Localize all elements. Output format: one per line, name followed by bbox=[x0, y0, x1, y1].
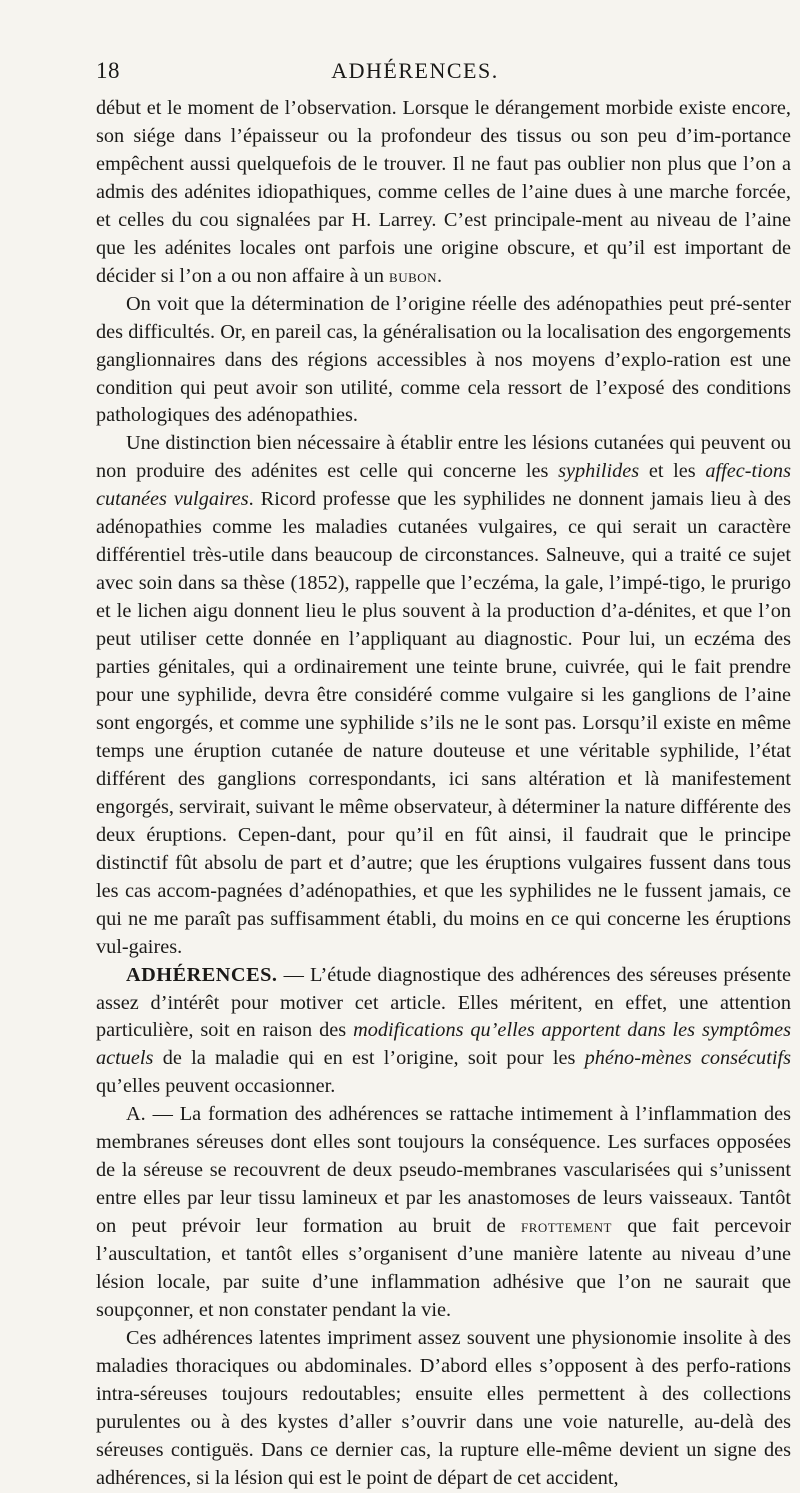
text-run: . Ricord professe que les syphilides ne donnent jamais lieu à des adénopathies comme les maladies cutanées vulgaires, ce qui serait un caractère différentiel très-utile dans beaucoup de circonstances. Salneuve, qui a traité ce sujet avec soin dans sa thèse (1852), rappelle que l’eczéma, la gale, l’impé-tigo, le prurigo et le lichen aigu donnent lieu le plus souvent à la production d’a-dénites, et que l’on peut utiliser cette donnée en l’appliquant au diagnostic. Pour lui, un eczéma des parties génitales, qui a ordinairement une teinte brune, cuivrée, qui le fait prendre pour une syphilide, devra être considéré comme vulgaire si les ganglions de l’aine sont engorgés, et comme une syphilide s’ils ne le sont pas. Lorsqu’il existe en même temps une éruption cutanée de nature douteuse et une véritable syphilide, l’état différent des ganglions correspondants, ici sans altération et là manifestement engorgés, servirait, suivant le même observateur, à déterminer la nature différente des deux éruptions. Cepen-dant, pour qu’il en fût ainsi, il faudrait que le principe distinctif fût absolu de part et d’autre; que les éruptions vulgaires fussent dans tous les cas accom-pagnées d’adénopathies, et que les syphilides ne le fussent jamais, ce qui ne me paraît pas suffisamment établi, du moins en ce qui concerne les éruptions vul-gaires. bbox=[96, 488, 791, 958]
paragraph bbox=[96, 962, 791, 1102]
running-title: ADHÉRENCES. bbox=[331, 58, 499, 83]
text-run: Une distinction bien nécessaire à établir entre les lésions cutanées qui peuvent ou non produire des adénites est celle qui concerne les bbox=[96, 432, 791, 483]
emphasis-text: affec-tions cutanées vulgaires bbox=[96, 460, 791, 511]
section-heading: ADHÉRENCES. bbox=[126, 963, 278, 986]
text-run: Ces adhérences latentes impriment assez souvent une physionomie insolite à des maladies thoraciques ou abdominales. D’abord elles s’opposent à des perfo-rations intra-séreuses toujours redoutables; ensuite elles permettent à des collections purulentes ou à des kystes d’aller s’ouvrir dans une voie naturelle, au-delà des séreuses contiguës. Dans ce dernier cas, la rupture elle-même devient un signe des adhérences, si la lésion qui est le point de départ de cet accident, bbox=[96, 1326, 791, 1489]
emphasis-text: phéno-mènes consécutifs bbox=[584, 1047, 791, 1070]
text-run: . bbox=[437, 264, 443, 287]
text-run: A. — La formation des adhérences se rattache intimement à l’inflammation des membranes séreuses dont elles sont toujours la conséquence. Les surfaces opposées de la séreuse se recouvrent de deux pseudo-membranes vascularisées qui s’unissent entre elles par leur tissu lamineux et par les anastomoses de leurs vaisseaux. Tantôt on peut prévoir leur formation au bruit de bbox=[96, 1103, 791, 1238]
paragraph bbox=[96, 291, 791, 431]
page-header bbox=[96, 58, 704, 88]
paragraph bbox=[96, 430, 791, 961]
body-text bbox=[96, 95, 791, 1493]
page-number: 18 bbox=[96, 58, 120, 83]
emphasis-text: modifications qu’elles apportent dans les symptômes actuels bbox=[96, 1019, 791, 1070]
text-run: — L’étude diagnostique des adhérences des séreuses présente assez d’intérêt pour motiver cet article. Elles méritent, en effet, une attention particulière, soit en raison des bbox=[96, 963, 791, 1042]
text-run: début et le moment de l’observation. Lorsque le dérangement morbide existe encore, son siége dans l’épaisseur ou la profondeur des tissus ou son peu d’im-portance empêchent aussi quelquefois de le trouver. Il ne faut pas oublier non plus que l’on a admis des adénites idiopathiques, comme celles de l’aine dues à une marche forcée, et celles du cou signalées par H. Larrey. C’est principale-ment au niveau de l’aine que les adénites locales ont parfois une origine obscure, et qu’il est important de décider si l’on a ou non affaire à un bbox=[96, 97, 791, 287]
text-run: que fait percevoir l’auscultation, et tantôt elles s’organisent d’une manière latente au niveau d’une lésion locale, par suite d’une inflammation adhésive que l’on ne saurait que soupçonner, et non constater pendant la vie. bbox=[96, 1215, 791, 1321]
text-run: et les bbox=[639, 460, 706, 483]
text-run: de la maladie qui en est l’origine, soit pour les bbox=[153, 1047, 585, 1070]
text-run: On voit que la détermination de l’origine réelle des adénopathies peut pré-senter des difficultés. Or, en pareil cas, la généralisation ou la localisation des engorgements ganglionnaires dans des régions accessibles à nos moyens d’explo-ration est une condition qui peut avoir son utilité, comme cela ressort de l’exposé des conditions pathologiques des adénopathies. bbox=[96, 292, 791, 427]
small-caps-term: frottement bbox=[520, 1216, 612, 1238]
paragraph bbox=[96, 95, 791, 291]
paragraph bbox=[96, 1101, 791, 1325]
emphasis-text: syphilides bbox=[558, 460, 640, 483]
small-caps-term: bubon bbox=[389, 265, 438, 287]
text-run: qu’elles peuvent occasionner. bbox=[96, 1075, 336, 1098]
paragraph bbox=[96, 1325, 791, 1493]
